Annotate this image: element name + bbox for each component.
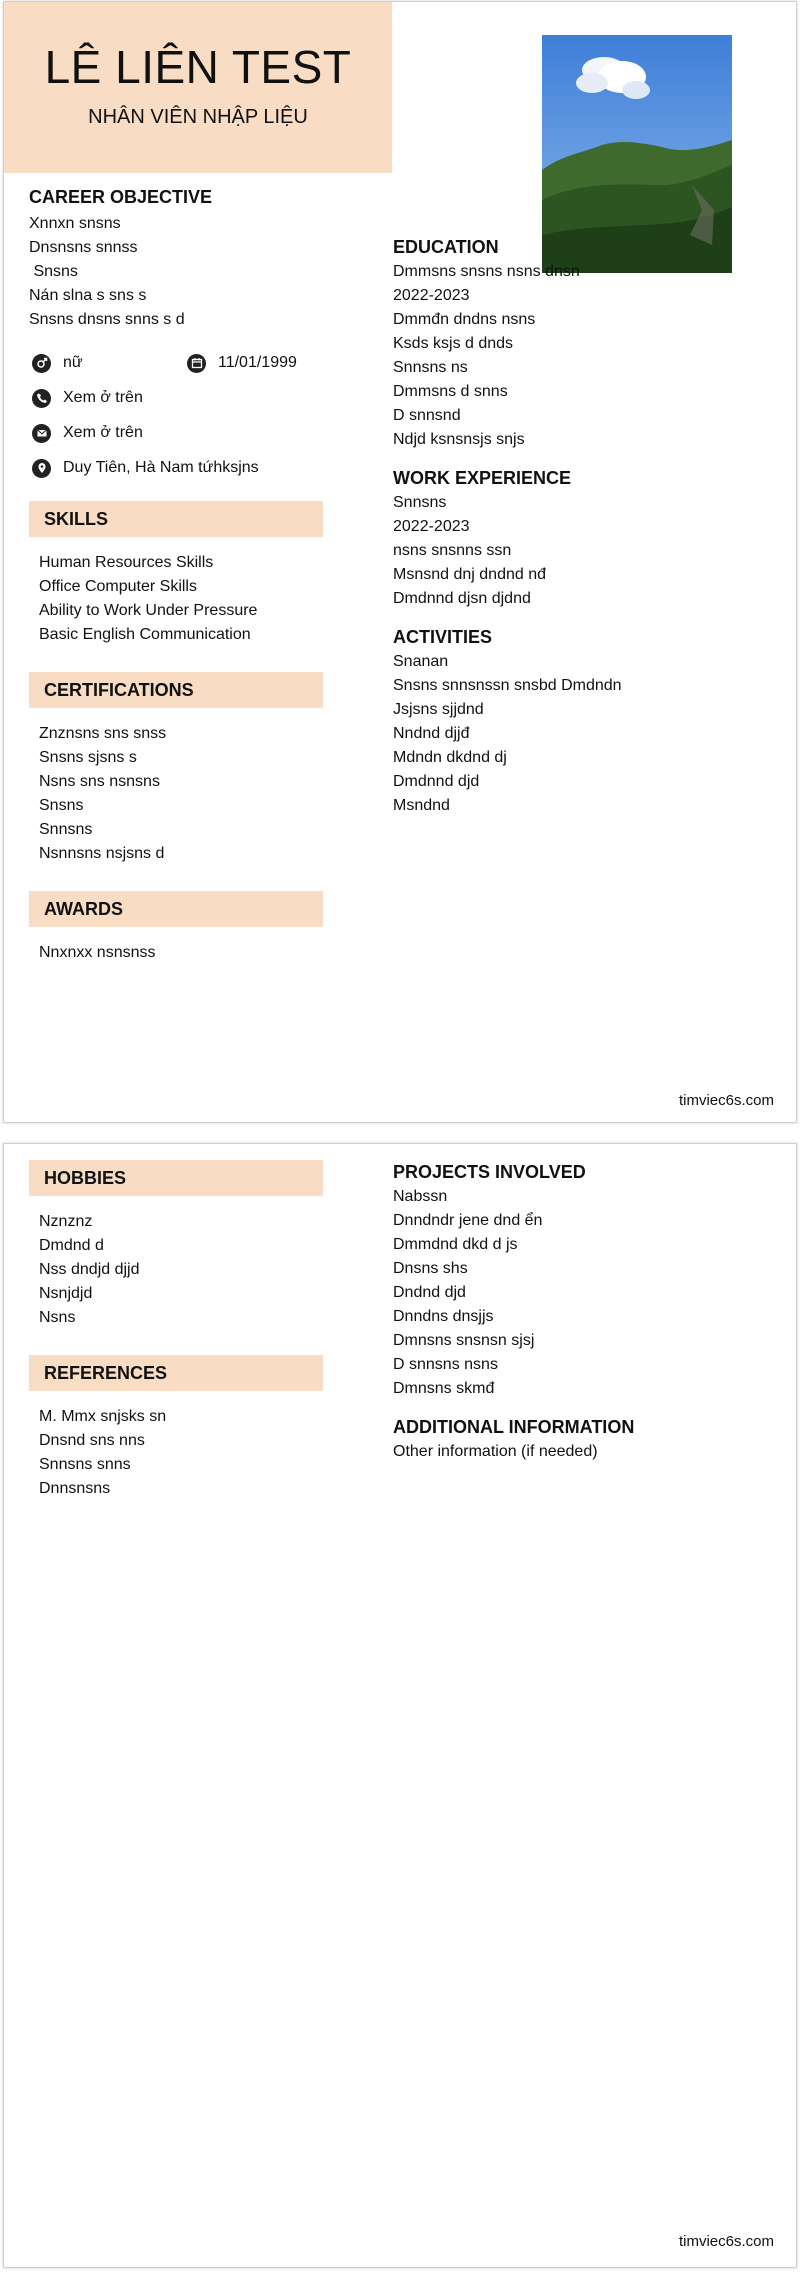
project-line: Dmmdnd dkd d js: [393, 1236, 518, 1253]
education-line: Dmmsns d snns: [393, 383, 508, 400]
location-icon: [32, 459, 51, 478]
email-value: Xem ở trên: [63, 424, 143, 441]
footer-site: timviec6s.com: [678, 1092, 774, 1109]
activity-line: Jsjsns sjjdnd: [393, 701, 484, 718]
career-objective-section: [29, 184, 324, 332]
candidate-name: LÊ LIÊN TEST: [44, 41, 352, 93]
additional-info-title: ADDITIONAL INFORMATION: [393, 1417, 635, 1437]
education-line: 2022-2023: [393, 287, 470, 304]
award-item: Nnxnxx nsnsnss: [39, 944, 156, 961]
activity-line: Mdndn dkdnd dj: [393, 749, 507, 766]
hobbies-section: [29, 1160, 324, 1330]
career-objective-line: Snsns dnsns snns s d: [29, 311, 185, 328]
career-objective-line: Xnnxn snsns: [29, 215, 121, 232]
email-item: [32, 421, 143, 445]
hobby-item: Dmdnd d: [39, 1237, 104, 1254]
address-item: [32, 456, 259, 480]
hobby-item: Nsnjdjd: [39, 1285, 93, 1302]
work-experience-line: nsns snsnns ssn: [393, 542, 512, 559]
education-title: EDUCATION: [393, 237, 499, 257]
projects-title: PROJECTS INVOLVED: [393, 1162, 586, 1182]
education-section: [393, 234, 773, 452]
career-objective-line: Nán slna s sns s: [29, 287, 147, 304]
project-line: Dndnd djd: [393, 1284, 466, 1301]
education-line: Dmmsns snsns nsns dnsn: [393, 263, 580, 280]
cv-page-1: [3, 1, 797, 1123]
references-section: [29, 1355, 324, 1501]
certification-item: Nsnnsns nsjsns d: [39, 845, 165, 862]
cv-page-2: [3, 1143, 797, 2268]
education-line: Snnsns ns: [393, 359, 468, 376]
hobby-item: Nsns: [39, 1309, 76, 1326]
activity-line: Nndnd djjđ: [393, 725, 470, 742]
gender-value: nữ: [63, 354, 83, 371]
phone-item: [32, 386, 143, 410]
certification-item: Nsns sns nsnsns: [39, 773, 160, 790]
skill-item: Ability to Work Under Pressure: [39, 602, 258, 619]
education-line: D snnsnd: [393, 407, 461, 424]
activities-title: ACTIVITIES: [393, 627, 493, 647]
reference-item: Dnsnd sns nns: [39, 1432, 145, 1449]
skill-item: Human Resources Skills: [39, 554, 214, 571]
job-position: NHÂN VIÊN NHẬP LIỆU: [88, 106, 308, 128]
additional-info-section: [393, 1414, 773, 1464]
work-experience-section: [393, 465, 773, 611]
project-line: Dmnsns snsnsn sjsj: [393, 1332, 535, 1349]
gender-icon: [32, 354, 51, 373]
birthday-item: [187, 351, 297, 375]
phone-icon: [32, 389, 51, 408]
certifications-title: CERTIFICATIONS: [29, 672, 323, 708]
education-line: Ndjd ksnsnsjs snjs: [393, 431, 525, 448]
career-objective-line: Snsns: [29, 263, 78, 280]
activity-line: Msndnd: [393, 797, 450, 814]
hobby-item: Nss dndjd djjd: [39, 1261, 140, 1278]
email-icon: [32, 424, 51, 443]
skills-title: SKILLS: [29, 501, 323, 537]
activities-section: [393, 624, 773, 818]
reference-item: Snnsns snns: [39, 1456, 131, 1473]
skill-item: Office Computer Skills: [39, 578, 197, 595]
awards-section: [29, 891, 324, 965]
gender-item: [32, 351, 83, 375]
certifications-section: [29, 672, 324, 866]
footer-site: timviec6s.com: [678, 2233, 774, 2250]
additional-info-line: Other information (if needed): [393, 1443, 598, 1460]
project-line: Dnsns shs: [393, 1260, 468, 1277]
work-experience-line: Dmdnnd djsn djdnd: [393, 590, 531, 607]
address-value: Duy Tiên, Hà Nam tứhksjns: [63, 459, 259, 476]
reference-item: Dnnsnsns: [39, 1480, 111, 1497]
education-line: Dmmđn dndns nsns: [393, 311, 536, 328]
contact-section: [29, 351, 324, 491]
career-objective-title: CAREER OBJECTIVE: [29, 187, 213, 207]
projects-section: [393, 1159, 773, 1401]
references-title: REFERENCES: [29, 1355, 323, 1391]
work-experience-line: Msnsnd dnj dndnd nđ: [393, 566, 546, 583]
career-objective-line: Dnsnsns snnss: [29, 239, 138, 256]
birthday-value: 11/01/1999: [218, 354, 297, 371]
skills-section: [29, 501, 324, 647]
activity-line: Dmdnnd djd: [393, 773, 480, 790]
project-line: Dmnsns skmđ: [393, 1380, 495, 1397]
awards-title: AWARDS: [29, 891, 323, 927]
work-experience-line: Snnsns: [393, 494, 447, 511]
project-line: Dnndndr jene dnd ển: [393, 1212, 543, 1229]
work-experience-title: WORK EXPERIENCE: [393, 468, 572, 488]
activity-line: Snanan: [393, 653, 449, 670]
certification-item: Snnsns: [39, 821, 93, 838]
education-line: Ksds ksjs d dnds: [393, 335, 514, 352]
project-line: Nabssn: [393, 1188, 448, 1205]
work-experience-line: 2022-2023: [393, 518, 470, 535]
reference-item: M. Mmx snjsks sn: [39, 1408, 167, 1425]
phone-value: Xem ở trên: [63, 389, 143, 406]
certification-item: Snsns: [39, 797, 84, 814]
project-line: Dnndns dnsjjs: [393, 1308, 494, 1325]
hobbies-title: HOBBIES: [29, 1160, 323, 1196]
certification-item: Znznsns sns snss: [39, 725, 167, 742]
hobby-item: Nznznz: [39, 1213, 93, 1230]
calendar-icon: [187, 354, 206, 373]
cv-header: [4, 2, 392, 173]
activity-line: Snsns snnsnssn snsbd Dmdndn: [393, 677, 622, 694]
certification-item: Snsns sjsns s: [39, 749, 137, 766]
project-line: D snnsns nsns: [393, 1356, 498, 1373]
skill-item: Basic English Communication: [39, 626, 251, 643]
